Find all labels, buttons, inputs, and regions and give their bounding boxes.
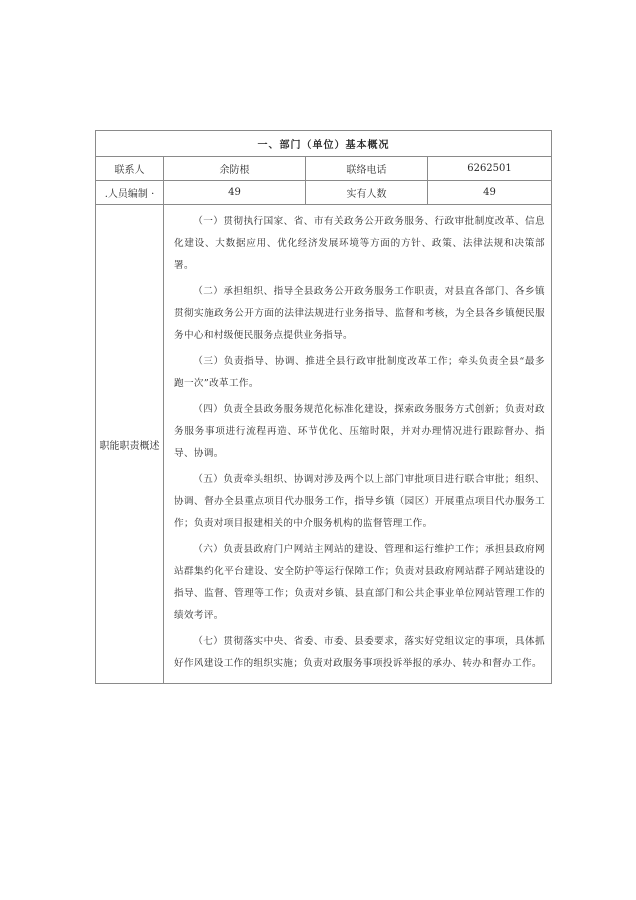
actual-staff-value: 49: [428, 181, 552, 205]
duty-paragraph-4: （四）负责全县政务服务规范化标准化建设，探索政务服务方式创新；负责对政务服务事项进行流程再造、环节优化、压缩时限，并对办理情况进行跟踪督办、指导、协调。: [174, 404, 545, 459]
duty-paragraph-3: （三）负责指导、协调、推进全县行政审批制度改革工作；牵头负责全县“最多跑一次”改革工作。: [174, 356, 545, 389]
contact-label: 联系人: [96, 157, 164, 181]
phone-label: 联络电话: [306, 157, 428, 181]
table-title: 一、部门（单位）基本概况: [96, 131, 552, 157]
contact-value: 余防根: [164, 157, 306, 181]
duty-label: 职能职责概述: [96, 205, 164, 684]
staffing-label: .人员编制 ·: [96, 181, 164, 205]
staffing-value: 49: [164, 181, 306, 205]
duty-paragraph-7: （七）贯彻落实中央、省委、市委、县委要求，落实好党组议定的事项，具体抓好作风建设工作的组织实施；负责对政服务事项投诉举报的承办、转办和督办工作。: [174, 636, 545, 669]
duty-paragraph-6: （六）负责县政府门户网站主网站的建设、管理和运行维护工作；承担县政府网站群集约化平台建设、安全防护等运行保障工作；负责对县政府网站群子网站建设的指导、监督、管理等工作；负责对乡镇、县直部门和公共企事业单位网站管理工作的绩效考评。: [174, 544, 545, 621]
duty-paragraph-2: （二）承担组织、指导全县政务公开政务服务工作职责，对县直各部门、各乡镇贯彻实施政务公开方面的法律法规进行业务指导、监督和考核，为全县各乡镇便民服务中心和村级便民服务点提供业务指导。: [174, 286, 545, 341]
duty-paragraph-1: （一）贯彻执行国家、省、市有关政务公开政务服务、行政审批制度改革、信息化建设、大数据应用、优化经济发展环境等方面的方针、政策、法律法规和决策部署。: [174, 216, 545, 271]
phone-value: 6262501: [428, 157, 552, 181]
actual-staff-label: 实有人数: [306, 181, 428, 205]
basic-info-table: [95, 130, 552, 684]
duty-content: [164, 205, 552, 684]
duty-paragraph-5: （五）负责牵头组织、协调对涉及两个以上部门审批项目进行联合审批；组织、协调、督办全县重点项目代办服务工作，指导乡镇（园区）开展重点项目代办服务工作；负责对项目报建相关的中介服务机构的监督管理工作。: [174, 474, 545, 529]
